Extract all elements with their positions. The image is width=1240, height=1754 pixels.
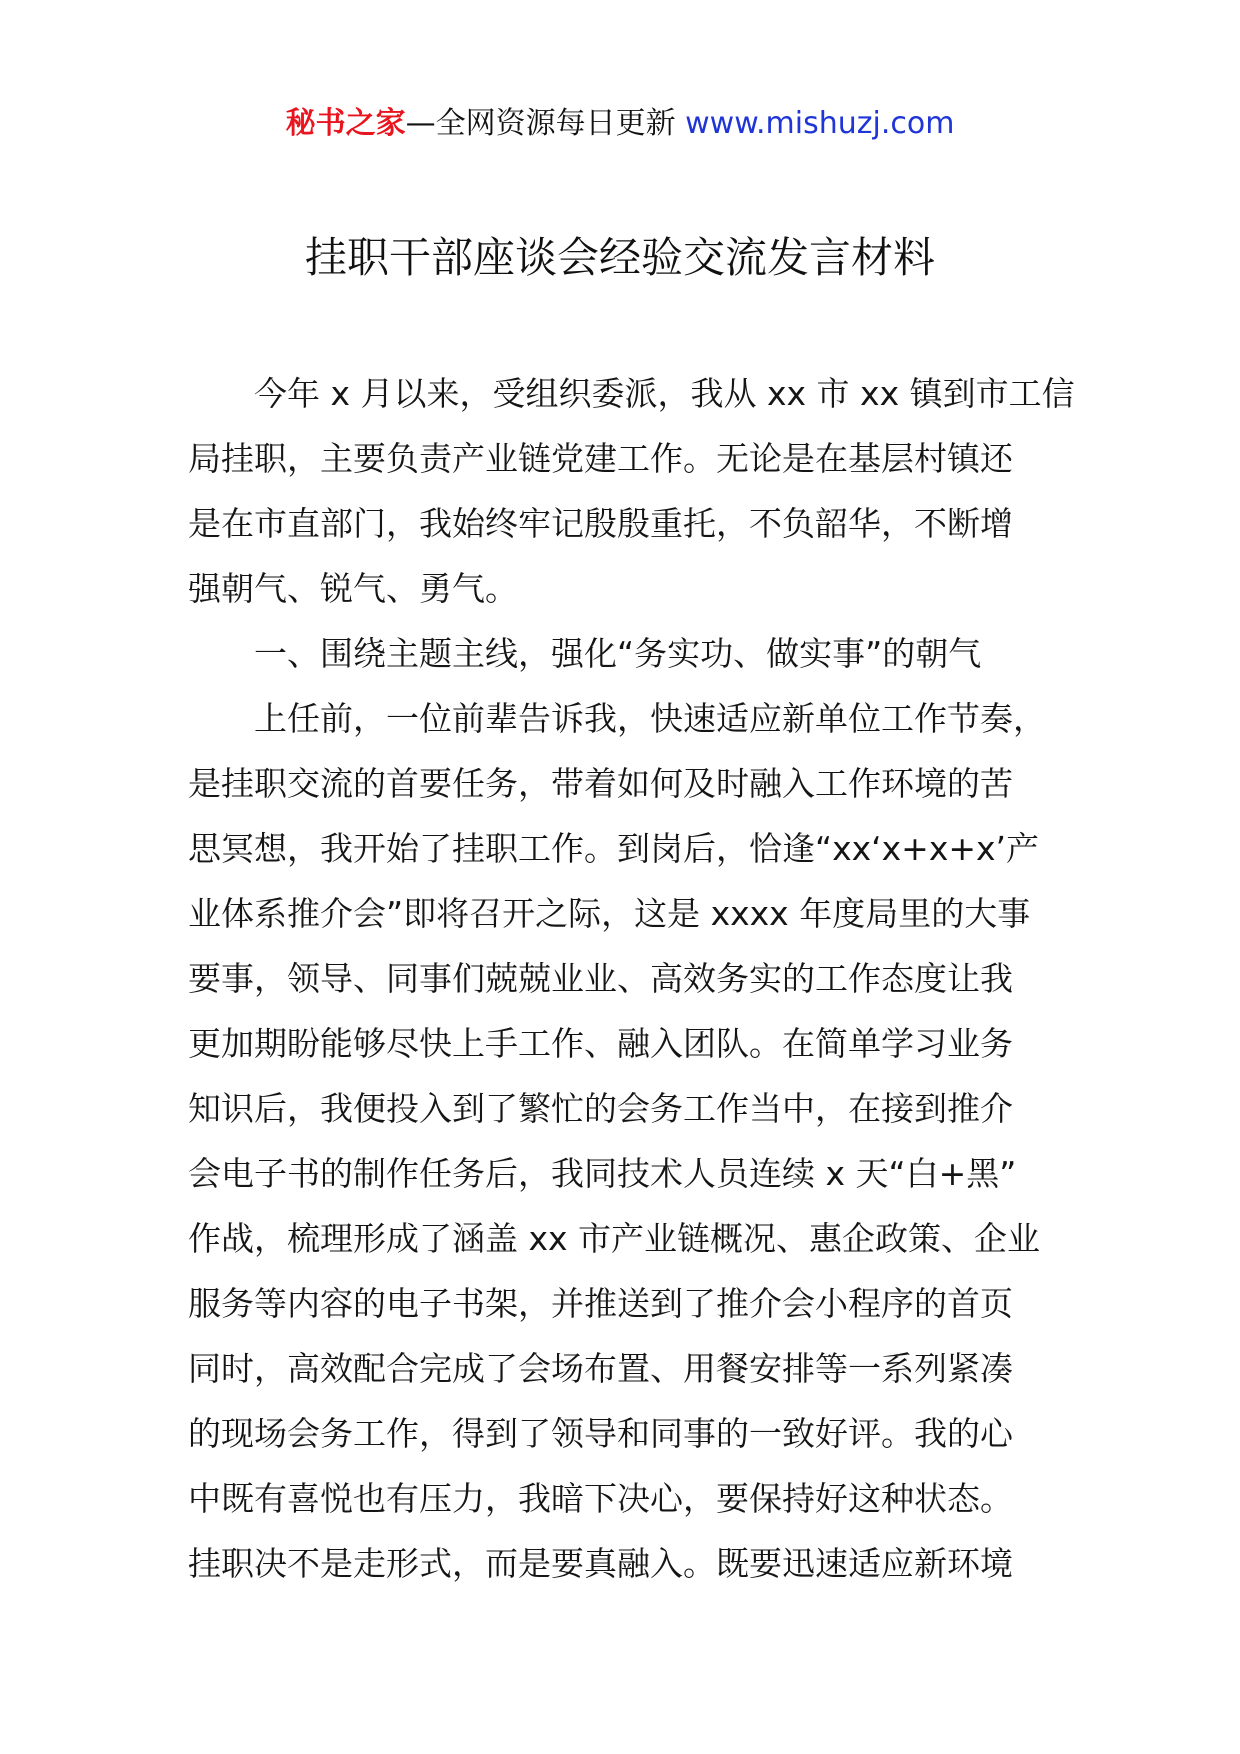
- brand-name: 秘书之家: [285, 106, 406, 141]
- paragraph-line: 今年 x 月以来，受组织委派，我从 xx 市 xx 镇到市工信: [254, 374, 1075, 413]
- paragraph-line: 是挂职交流的首要任务，带着如何及时融入工作环境的苦: [188, 764, 1013, 803]
- paragraph-line: 同时，高效配合完成了会场布置、用餐安排等一系列紧凑: [188, 1349, 1013, 1388]
- paragraph-line: 服务等内容的电子书架，并推送到了推介会小程序的首页: [188, 1284, 1013, 1323]
- paragraph-line: 是在市直部门，我始终牢记殷殷重托，不负韶华，不断增: [188, 504, 1013, 543]
- document-body: [188, 361, 1088, 1596]
- paragraph-line: 会电子书的制作任务后，我同技术人员连续 x 天“白+黑”: [188, 1154, 1017, 1193]
- site-header: [0, 100, 1240, 148]
- paragraph-line: 要事，领导、同事们兢兢业业、高效务实的工作态度让我: [188, 959, 1013, 998]
- paragraph-line: 中既有喜悦也有压力，我暗下决心，要保持好这种状态。: [188, 1479, 1013, 1518]
- paragraph-line: 局挂职，主要负责产业链党建工作。无论是在基层村镇还: [188, 439, 1013, 478]
- section-heading: 一、围绕主题主线，强化“务实功、做实事”的朝气: [254, 634, 982, 673]
- paragraph-line: 知识后，我便投入到了繁忙的会务工作当中，在接到推介: [188, 1089, 1013, 1128]
- document-title: 挂职干部座谈会经验交流发言材料: [304, 233, 935, 282]
- paragraph-line: 业体系推介会”即将召开之际，这是 xxxx 年度局里的大事: [188, 894, 1031, 933]
- paragraph-line: 作战，梳理形成了涵盖 xx 市产业链概况、惠企政策、企业: [188, 1219, 1041, 1258]
- paragraph-line: 上任前，一位前辈告诉我，快速适应新单位工作节奏，: [254, 699, 1046, 738]
- paragraph-line: 更加期盼能够尽快上手工作、融入团队。在简单学习业务: [188, 1024, 1013, 1063]
- site-url: www.mishuzj.com: [685, 106, 955, 141]
- header-slogan: —全网资源每日更新: [405, 106, 676, 141]
- paragraph-line: 挂职决不是走形式，而是要真融入。既要迅速适应新环境: [188, 1544, 1013, 1583]
- paragraph-line: 思冥想，我开始了挂职工作。到岗后，恰逢“xx‘x+x+x’产: [188, 829, 1040, 868]
- paragraph-line: 强朝气、锐气、勇气。: [188, 569, 518, 608]
- paragraph-line: 的现场会务工作，得到了领导和同事的一致好评。我的心: [188, 1414, 1013, 1453]
